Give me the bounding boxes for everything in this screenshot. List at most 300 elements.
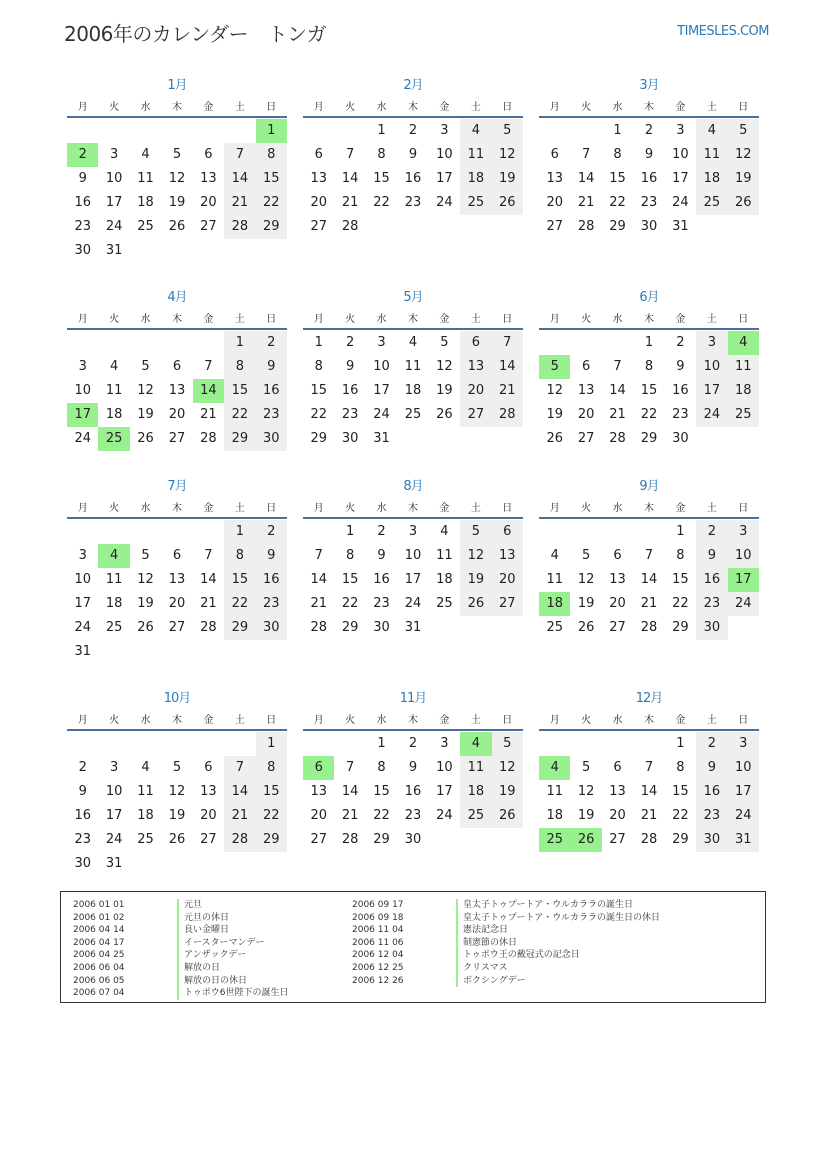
day-cell: 23 (672, 407, 689, 422)
day-cell: 7 (581, 147, 591, 162)
day-cell: 13 (546, 171, 563, 186)
day-cell: 18 (460, 780, 491, 804)
day-cell: 24 (74, 620, 91, 635)
weekday-label: 火 (345, 503, 356, 514)
weekday-label: 水 (612, 503, 623, 514)
day-cell: 9 (696, 544, 727, 568)
weekday-label: 月 (549, 102, 560, 113)
day-cell: 17 (672, 171, 689, 186)
day-cell: 4 (728, 331, 759, 355)
weekday-label: 金 (675, 715, 686, 726)
day-cell: 26 (492, 191, 523, 215)
day-cell: 8 (613, 147, 622, 162)
day-cell: 5 (460, 520, 491, 544)
day-cell: 7 (644, 548, 654, 563)
weekday-label: 日 (266, 314, 277, 325)
day-cell: 22 (672, 596, 689, 611)
day-cell: 5 (728, 119, 759, 143)
day-cell: 26 (577, 620, 595, 635)
day-cell: 16 (696, 780, 727, 804)
day-cell: 2 (67, 143, 98, 167)
day-cell: 30 (256, 616, 287, 640)
weekday-label: 日 (502, 314, 513, 325)
day-cell: 29 (224, 427, 255, 451)
header-rule (67, 328, 287, 330)
day-cell: 7 (345, 147, 355, 162)
day-cell: 14 (577, 171, 595, 186)
day-cell: 10 (74, 572, 91, 587)
day-cell: 3 (78, 359, 87, 374)
weekday-label: 金 (203, 314, 214, 325)
day-cell: 29 (672, 620, 689, 635)
day-cell: 15 (341, 572, 359, 587)
weekday-label: 水 (376, 715, 387, 726)
day-cell: 9 (78, 171, 87, 186)
day-cell: 27 (577, 431, 595, 446)
day-cell: 30 (640, 219, 658, 234)
day-cell: 10 (373, 359, 390, 374)
day-cell: 23 (696, 592, 727, 616)
day-cell: 1 (224, 520, 255, 544)
weekday-label: 木 (643, 102, 654, 113)
day-cell: 27 (200, 832, 217, 847)
weekday-label: 火 (581, 102, 592, 113)
holiday-name: アンザックデー (177, 949, 246, 962)
weekday-label: 土 (470, 715, 481, 726)
weekday-label: 金 (203, 715, 214, 726)
day-cell: 22 (373, 808, 390, 823)
day-cell: 27 (168, 431, 186, 446)
day-cell: 12 (492, 143, 523, 167)
day-cell: 2 (408, 736, 418, 751)
day-cell: 13 (168, 383, 186, 398)
month-title: 9月 (639, 479, 659, 494)
day-cell: 25 (460, 804, 491, 828)
day-cell: 13 (609, 572, 626, 587)
holiday-date: 2006 11 06 (352, 937, 404, 948)
day-cell: 26 (137, 620, 154, 635)
weekday-label: 月 (77, 314, 88, 325)
weekday-label: 土 (234, 102, 245, 113)
weekday-label: 月 (549, 715, 560, 726)
weekday-label: 土 (706, 503, 717, 514)
day-cell: 8 (256, 143, 287, 167)
day-cell: 15 (310, 383, 327, 398)
day-cell: 24 (373, 407, 390, 422)
day-cell: 25 (460, 191, 491, 215)
day-cell: 25 (404, 407, 422, 422)
holiday-name: ボクシングデー (456, 975, 526, 988)
day-cell: 17 (728, 780, 759, 804)
weekday-label: 木 (171, 715, 182, 726)
day-cell: 27 (310, 219, 327, 234)
day-cell: 8 (256, 756, 287, 780)
day-cell: 27 (609, 832, 626, 847)
day-cell: 18 (436, 572, 453, 587)
day-cell: 16 (404, 171, 422, 186)
holiday-date: 2006 12 25 (352, 963, 404, 973)
day-cell: 12 (168, 784, 186, 799)
weekday-label: 木 (407, 102, 418, 113)
holiday-name: 憲法記念日 (456, 924, 508, 937)
holiday-name: 良い金曜日 (177, 924, 229, 937)
weekday-label: 金 (203, 503, 214, 514)
weekday-label: 月 (549, 503, 560, 514)
weekday-label: 日 (502, 503, 513, 514)
day-cell: 22 (609, 195, 626, 210)
day-cell: 11 (460, 756, 491, 780)
day-cell: 21 (224, 191, 255, 215)
day-cell: 21 (640, 808, 658, 823)
day-cell: 22 (310, 407, 327, 422)
day-cell: 12 (137, 383, 154, 398)
day-cell: 18 (137, 808, 154, 823)
weekday-label: 水 (376, 102, 387, 113)
day-cell: 25 (436, 596, 453, 611)
day-cell: 22 (373, 195, 390, 210)
day-cell: 28 (200, 620, 217, 635)
day-cell: 20 (200, 195, 217, 210)
day-cell: 9 (696, 756, 727, 780)
day-cell: 24 (436, 808, 453, 823)
weekday-label: 月 (77, 715, 88, 726)
day-cell: 31 (105, 243, 123, 258)
day-cell: 13 (460, 355, 491, 379)
day-cell: 31 (672, 219, 689, 234)
day-cell: 21 (640, 596, 658, 611)
header-rule (539, 116, 759, 118)
day-cell: 8 (314, 359, 323, 374)
month-title: 6月 (639, 290, 659, 305)
weekday-label: 水 (612, 314, 623, 325)
day-cell: 12 (137, 572, 154, 587)
day-cell: 21 (341, 195, 359, 210)
day-cell: 20 (609, 596, 626, 611)
day-cell: 11 (137, 171, 154, 186)
day-cell: 1 (377, 123, 386, 138)
weekday-label: 水 (612, 102, 623, 113)
day-cell: 21 (200, 407, 217, 422)
weekday-label: 日 (266, 715, 277, 726)
day-cell: 17 (696, 379, 727, 403)
day-cell: 25 (696, 191, 727, 215)
weekday-label: 木 (643, 715, 654, 726)
day-cell: 28 (224, 828, 255, 852)
day-cell: 19 (546, 407, 563, 422)
weekday-label: 日 (738, 102, 749, 113)
weekday-label: 木 (171, 102, 182, 113)
header-rule (67, 517, 287, 519)
holiday-name: 解放の日 (177, 962, 220, 975)
day-cell: 6 (492, 520, 523, 544)
day-cell: 10 (105, 171, 123, 186)
day-cell: 14 (193, 379, 224, 403)
day-cell: 20 (492, 568, 523, 592)
weekday-label: 土 (234, 314, 245, 325)
day-cell: 6 (581, 359, 591, 374)
day-cell: 1 (377, 736, 386, 751)
holiday-date: 2006 06 05 (73, 975, 125, 986)
day-cell: 24 (436, 195, 453, 210)
holiday-date: 2006 01 02 (73, 912, 125, 923)
weekday-label: 金 (439, 102, 450, 113)
day-cell: 4 (440, 524, 449, 539)
day-cell: 8 (644, 359, 654, 374)
day-cell: 11 (404, 359, 422, 374)
day-cell: 24 (728, 592, 759, 616)
day-cell: 14 (640, 572, 658, 587)
weekday-label: 月 (313, 314, 324, 325)
day-cell: 22 (224, 592, 255, 616)
day-cell: 6 (172, 548, 182, 563)
day-cell: 17 (436, 784, 453, 799)
day-cell: 16 (341, 383, 359, 398)
day-cell: 7 (345, 760, 355, 775)
weekday-label: 日 (502, 715, 513, 726)
day-cell: 27 (609, 620, 626, 635)
day-cell: 14 (310, 572, 327, 587)
day-cell: 13 (168, 572, 186, 587)
day-cell: 27 (492, 592, 523, 616)
day-cell: 7 (492, 331, 523, 355)
weekday-label: 土 (234, 503, 245, 514)
day-cell: 1 (613, 123, 622, 138)
day-cell: 2 (696, 732, 727, 756)
weekday-label: 木 (407, 314, 418, 325)
day-cell: 9 (256, 355, 287, 379)
weekday-label: 日 (738, 503, 749, 514)
day-cell: 3 (109, 147, 119, 162)
day-cell: 29 (640, 431, 658, 446)
day-cell: 21 (224, 804, 255, 828)
holiday-date: 2006 12 26 (352, 975, 404, 986)
weekday-label: 火 (345, 102, 356, 113)
day-cell: 24 (74, 431, 91, 446)
header-rule (67, 729, 287, 731)
day-cell: 19 (492, 167, 523, 191)
day-cell: 18 (105, 596, 123, 611)
weekday-label: 木 (171, 503, 182, 514)
day-cell: 18 (460, 167, 491, 191)
day-cell: 15 (373, 784, 390, 799)
day-cell: 4 (98, 544, 129, 568)
day-cell: 23 (373, 596, 390, 611)
weekday-label: 月 (313, 102, 324, 113)
day-cell: 18 (546, 808, 563, 823)
day-cell: 11 (460, 143, 491, 167)
header-rule (539, 517, 759, 519)
day-cell: 5 (581, 760, 591, 775)
day-cell: 23 (256, 403, 287, 427)
day-cell: 2 (408, 123, 418, 138)
day-cell: 28 (492, 403, 523, 427)
day-cell: 4 (460, 732, 491, 756)
day-cell: 15 (373, 171, 390, 186)
day-cell: 12 (577, 784, 595, 799)
day-cell: 15 (224, 379, 255, 403)
day-cell: 7 (204, 548, 213, 563)
day-cell: 20 (609, 808, 626, 823)
day-cell: 26 (546, 431, 563, 446)
day-cell: 21 (492, 379, 523, 403)
day-cell: 9 (408, 147, 418, 162)
day-cell: 12 (546, 383, 563, 398)
day-cell: 1 (644, 335, 654, 350)
weekday-label: 月 (313, 503, 324, 514)
day-cell: 2 (256, 520, 287, 544)
day-cell: 18 (539, 592, 570, 616)
day-cell: 26 (460, 592, 491, 616)
day-cell: 22 (224, 403, 255, 427)
day-cell: 10 (696, 355, 727, 379)
day-cell: 3 (440, 736, 449, 751)
day-cell: 14 (609, 383, 626, 398)
day-cell: 26 (168, 219, 186, 234)
day-cell: 6 (204, 760, 213, 775)
day-cell: 5 (141, 359, 150, 374)
weekday-label: 水 (376, 503, 387, 514)
weekday-label: 水 (376, 314, 387, 325)
day-cell: 6 (613, 548, 622, 563)
holiday-legend (60, 891, 766, 1003)
day-cell: 16 (373, 572, 390, 587)
header-rule (303, 729, 523, 731)
holiday-name: トゥポウ6世陛下の誕生日 (177, 987, 289, 1000)
day-cell: 17 (728, 568, 759, 592)
day-cell: 25 (137, 832, 154, 847)
day-cell: 31 (74, 644, 91, 659)
day-cell: 30 (404, 832, 422, 847)
day-cell: 24 (404, 596, 422, 611)
day-cell: 18 (404, 383, 422, 398)
day-cell: 14 (640, 784, 658, 799)
holiday-name: 解放の日の休日 (177, 975, 247, 988)
day-cell: 12 (577, 572, 595, 587)
day-cell: 5 (172, 147, 182, 162)
day-cell: 14 (224, 167, 255, 191)
weekday-label: 水 (140, 314, 151, 325)
day-cell: 19 (168, 195, 186, 210)
day-cell: 23 (256, 592, 287, 616)
day-cell: 15 (256, 780, 287, 804)
day-cell: 22 (640, 407, 658, 422)
day-cell: 21 (609, 407, 626, 422)
day-cell: 28 (224, 215, 255, 239)
day-cell: 3 (78, 548, 87, 563)
weekday-label: 水 (612, 715, 623, 726)
day-cell: 24 (696, 403, 727, 427)
day-cell: 13 (200, 171, 217, 186)
weekday-label: 火 (345, 715, 356, 726)
weekday-label: 日 (738, 314, 749, 325)
day-cell: 2 (676, 335, 685, 350)
day-cell: 24 (105, 832, 123, 847)
day-cell: 3 (676, 123, 685, 138)
day-cell: 12 (492, 756, 523, 780)
weekday-label: 月 (549, 314, 560, 325)
weekday-label: 月 (77, 102, 88, 113)
day-cell: 1 (345, 524, 355, 539)
day-cell: 11 (105, 383, 123, 398)
day-cell: 6 (314, 147, 323, 162)
day-cell: 19 (436, 383, 453, 398)
day-cell: 9 (644, 147, 654, 162)
day-cell: 2 (256, 331, 287, 355)
day-cell: 16 (640, 171, 658, 186)
day-cell: 16 (74, 195, 91, 210)
day-cell: 20 (168, 407, 186, 422)
day-cell: 23 (404, 808, 422, 823)
day-cell: 21 (310, 596, 327, 611)
weekday-label: 金 (203, 102, 214, 113)
day-cell: 4 (141, 760, 150, 775)
day-cell: 25 (539, 828, 570, 852)
day-cell: 4 (539, 756, 570, 780)
day-cell: 10 (436, 147, 453, 162)
holiday-date: 2006 09 18 (352, 912, 404, 923)
day-cell: 28 (640, 620, 658, 635)
day-cell: 9 (676, 359, 685, 374)
day-cell: 16 (74, 808, 91, 823)
day-cell: 3 (728, 732, 759, 756)
day-cell: 14 (200, 572, 217, 587)
day-cell: 17 (105, 195, 123, 210)
month-title: 3月 (639, 78, 659, 93)
day-cell: 5 (141, 548, 150, 563)
day-cell: 18 (696, 167, 727, 191)
day-cell: 20 (310, 195, 327, 210)
header-rule (539, 729, 759, 731)
weekday-label: 土 (706, 715, 717, 726)
day-cell: 5 (539, 355, 570, 379)
day-cell: 27 (460, 403, 491, 427)
day-cell: 19 (137, 407, 154, 422)
month-title: 10月 (163, 691, 191, 706)
day-cell: 3 (109, 760, 119, 775)
day-cell: 6 (204, 147, 213, 162)
month-title: 11月 (399, 691, 427, 706)
day-cell: 21 (577, 195, 595, 210)
day-cell: 20 (546, 195, 563, 210)
holiday-name: クリスマス (456, 962, 508, 975)
day-cell: 10 (436, 760, 453, 775)
day-cell: 23 (341, 407, 359, 422)
day-cell: 28 (310, 620, 327, 635)
day-cell: 18 (105, 407, 123, 422)
month-title: 5月 (403, 290, 423, 305)
holiday-name: 皇太子トゥプートア・ウルカララの誕生日 (456, 899, 633, 912)
day-cell: 28 (341, 832, 359, 847)
day-cell: 29 (224, 616, 255, 640)
day-cell: 25 (728, 403, 759, 427)
holiday-date: 2006 01 01 (73, 900, 125, 910)
day-cell: 24 (105, 219, 123, 234)
day-cell: 8 (377, 760, 386, 775)
day-cell: 27 (168, 620, 186, 635)
day-cell: 13 (492, 544, 523, 568)
holiday-date: 2006 09 17 (352, 900, 404, 910)
day-cell: 8 (377, 147, 386, 162)
day-cell: 30 (373, 620, 390, 635)
day-cell: 20 (168, 596, 186, 611)
weekday-label: 木 (643, 314, 654, 325)
day-cell: 28 (200, 431, 217, 446)
day-cell: 6 (172, 359, 182, 374)
day-cell: 23 (404, 195, 422, 210)
site-logo-text[interactable]: TIMESLES.COM (677, 24, 769, 39)
header-rule (303, 116, 523, 118)
weekday-label: 金 (439, 503, 450, 514)
